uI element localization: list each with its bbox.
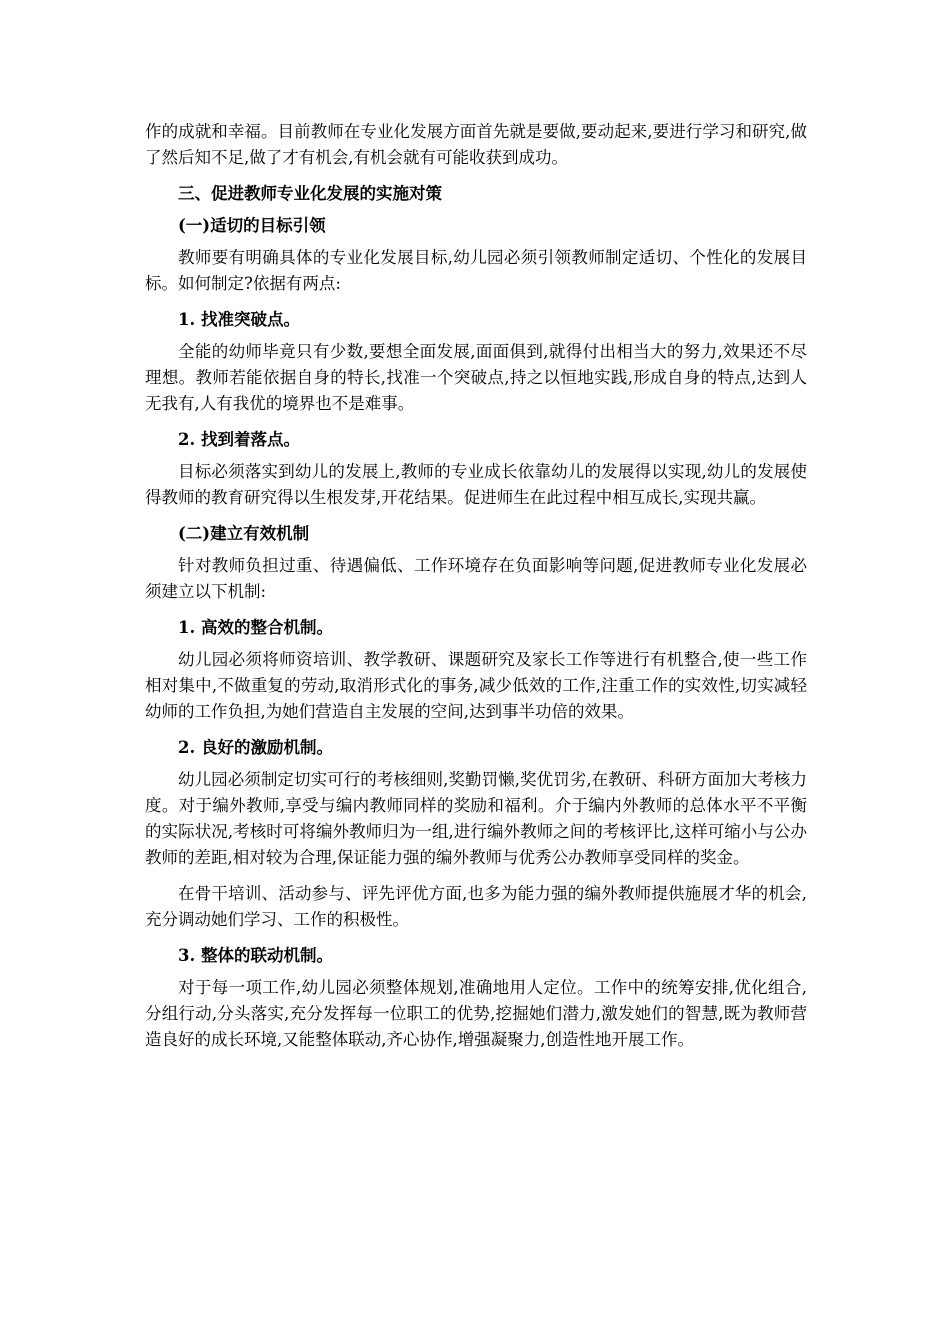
paragraph-linkage: 对于每一项工作,幼儿园必须整体规划,准确地用人定位。工作中的统筹安排,优化组合,分组行动,分头落实,充分发挥每一位职工的优势,挖掘她们潜力,激发她们的智慧,既为教师营造良好的成长环境,又能整体联动,齐心协作,增强凝聚力,创造性地开展工作。: [145, 978, 807, 1049]
paragraph-incentive-extra: 在骨干培训、活动参与、评先评优方面,也多为能力强的编外教师提供施展才华的机会,充分调动她们学习、工作的积极性。: [145, 884, 807, 929]
paragraph-integration: 幼儿园必须将师资培训、教学教研、课题研究及家长工作等进行有机整合,使一些工作相对集中,不做重复的劳动,取消形式化的事务,减少低效的工作,注重工作的实效性,切实减轻幼师的工作负担,为她们营造自主发展的空间,达到事半功倍的效果。: [145, 650, 807, 721]
item-heading-linkage: 3. 整体的联动机制。: [178, 946, 333, 965]
paragraph-goal-intro: 教师要有明确具体的专业化发展目标,幼儿园必须引领教师制定适切、个性化的发展目标。如何制定?依据有两点:: [145, 248, 807, 293]
item-heading-breakthrough: 1. 找准突破点。: [178, 310, 300, 329]
item-heading-integration: 1. 高效的整合机制。: [178, 618, 333, 637]
subsection-heading-mechanism: (二)建立有效机制: [178, 524, 310, 543]
section-heading-3: 三、促进教师专业化发展的实施对策: [178, 184, 442, 203]
paragraph-incentive: 幼儿园必须制定切实可行的考核细则,奖勤罚懒,奖优罚劣,在教研、科研方面加大考核力度。对于编外教师,享受与编内教师同样的奖励和福利。介于编内外教师的总体水平不平衡的实际状况,考核时可将编外教师归为一组,进行编外教师之间的考核评比,这样可缩小与公办教师的差距,相对较为合理,保证能力强的编外教师与优秀公办教师享受同样的奖金。: [145, 770, 807, 867]
item-heading-incentive: 2. 良好的激励机制。: [178, 738, 333, 757]
item-heading-landing-point: 2. 找到着落点。: [178, 430, 300, 449]
subsection-heading-goal: (一)适切的目标引领: [178, 216, 326, 235]
document-page: [145, 119, 807, 1053]
paragraph-landing-point: 目标必须落实到幼儿的发展上,教师的专业成长依靠幼儿的发展得以实现,幼儿的发展使得教师的教育研究得以生根发芽,开花结果。促进师生在此过程中相互成长,实现共赢。: [145, 462, 807, 507]
paragraph-intro-continuation: 作的成就和幸福。目前教师在专业化发展方面首先就是要做,要动起来,要进行学习和研究,做了然后知不足,做了才有机会,有机会就有可能收获到成功。: [145, 122, 807, 167]
paragraph-mechanism-intro: 针对教师负担过重、待遇偏低、工作环境存在负面影响等问题,促进教师专业化发展必须建立以下机制:: [145, 556, 807, 601]
paragraph-breakthrough: 全能的幼师毕竟只有少数,要想全面发展,面面俱到,就得付出相当大的努力,效果还不尽理想。教师若能依据自身的特长,找准一个突破点,持之以恒地实践,形成自身的特点,达到人无我有,人有我优的境界也不是难事。: [145, 342, 807, 413]
